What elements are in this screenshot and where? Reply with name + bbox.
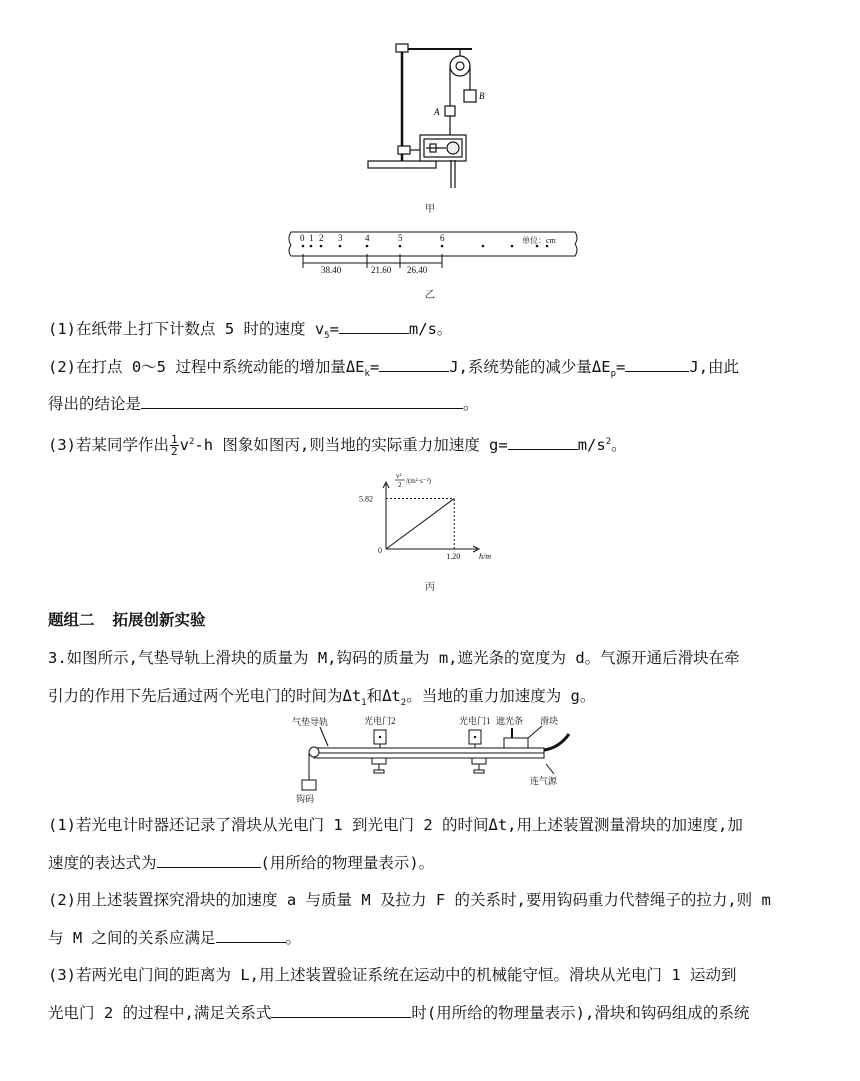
section-heading: 题组二 拓展创新实验 — [48, 611, 206, 629]
y-axis-frac-den: 2 — [398, 481, 402, 489]
q3-part2-line-1: (2)用上述装置探究滑块的加速度 a 与质量 M 及拉力 F 的关系时,要用钩码重力代替绳子的拉力,则 m — [48, 891, 771, 909]
graph-bing — [355, 468, 515, 560]
q3-part2-line-2: 与 M 之间的关系应满足 。 — [48, 929, 302, 947]
fraction-one-half: $\frac{1}{2}$ — [171, 433, 178, 459]
x-axis-label: h/m — [479, 552, 491, 560]
weight-label: 钩码 — [296, 794, 315, 804]
tape-point-4: 4 — [365, 233, 370, 243]
answer-blank-ep[interactable] — [625, 356, 689, 372]
answer-blank-g[interactable] — [508, 434, 578, 450]
data-line — [386, 499, 454, 549]
caption-bing: 丙 — [425, 582, 435, 593]
label-b: B — [479, 91, 485, 101]
y-tick-label: 5.82 — [359, 494, 373, 504]
answer-blank-ek[interactable] — [379, 356, 449, 372]
q3-intro-line-1: 3.如图所示,气垫导轨上滑块的质量为 M,钩码的质量为 m,遮光条的宽度为 d。气源开通后滑块在牵 — [48, 649, 740, 667]
answer-blank-mass-relation[interactable] — [216, 927, 286, 943]
y-axis-frac-num: v² — [396, 472, 402, 480]
tape-point-6: 6 — [440, 233, 445, 243]
answer-blank-v5[interactable] — [339, 318, 409, 334]
question-part-2-line-2: 得出的结论是 。 — [48, 395, 479, 413]
q3-part3-line-1: (3)若两光电门间的距离为 L,用上述装置验证系统在运动中的机械能守恒。滑块从光电门 1 运动到 — [48, 966, 737, 984]
tape-point-0: 0 — [300, 233, 305, 243]
slider-label: 滑块 — [540, 716, 559, 726]
tape-distance-2: 21.60 — [371, 265, 392, 275]
q3-part1-line-1: (1)若光电计时器还记录了滑块从光电门 1 到光电门 2 的时间Δt,用上述装置测量滑块的加速度,加 — [48, 816, 743, 834]
rail-label: 气垫导轨 — [292, 717, 329, 727]
gate1-label: 光电门1 — [459, 716, 491, 726]
tape-point-3: 3 — [338, 233, 343, 243]
tape-point-5: 5 — [398, 233, 403, 243]
question-part-1: (1)在纸带上打下计数点 5 时的速度 $v_5= m/s$。 — [48, 320, 453, 342]
answer-blank-conclusion[interactable] — [141, 393, 463, 409]
caption-jia: 甲 — [425, 204, 435, 215]
gate2-label: 光电门2 — [364, 716, 396, 726]
q3-part3-line-2: 光电门 2 的过程中,满足关系式 时(用所给的物理量表示),滑块和钩码组成的系统 — [48, 1004, 750, 1022]
label-a: A — [434, 107, 440, 117]
answer-blank-acceleration[interactable] — [157, 852, 261, 868]
strip-label: 遮光条 — [496, 716, 524, 726]
question-part-3: (3)若某同学作出 $\frac{1}{2}$ $v^2-h$ 图象如图丙,则当地的实际重力加速度 $g= m/s^2$。 — [48, 433, 627, 459]
question-part-2: (2)在打点 0～5 过程中系统动能的增加量$\Delta E_k= J$,系统势能的减少量$\Delta E_p= J$,由此 — [48, 358, 740, 380]
paper-tape-figure — [285, 226, 585, 276]
answer-blank-energy-relation[interactable] — [271, 1002, 411, 1018]
q3-intro-line-2: 引力的作用下先后通过两个光电门的时间为$\Delta t_1$和$\Delta t_2$。当地的重力加速度为 g。 — [48, 687, 596, 709]
x-tick-label: 1.20 — [446, 552, 461, 560]
q3-part1-line-2: 速度的表达式为 (用所给的物理量表示)。 — [48, 854, 435, 872]
tape-distance-1: 38.40 — [321, 265, 342, 275]
origin-label: 0 — [378, 546, 382, 555]
air-source-label: 连气源 — [530, 776, 558, 786]
apparatus-figure — [360, 38, 510, 198]
tape-distance-3: 26.40 — [407, 265, 428, 275]
air-track-figure — [284, 712, 584, 804]
tape-point-1: 1 — [309, 233, 314, 243]
tape-point-2: 2 — [319, 233, 324, 243]
caption-yi: 乙 — [425, 290, 435, 301]
tape-unit-label: 单位：cm — [522, 236, 556, 245]
y-axis-label: /(m²·s⁻²) — [406, 477, 431, 485]
